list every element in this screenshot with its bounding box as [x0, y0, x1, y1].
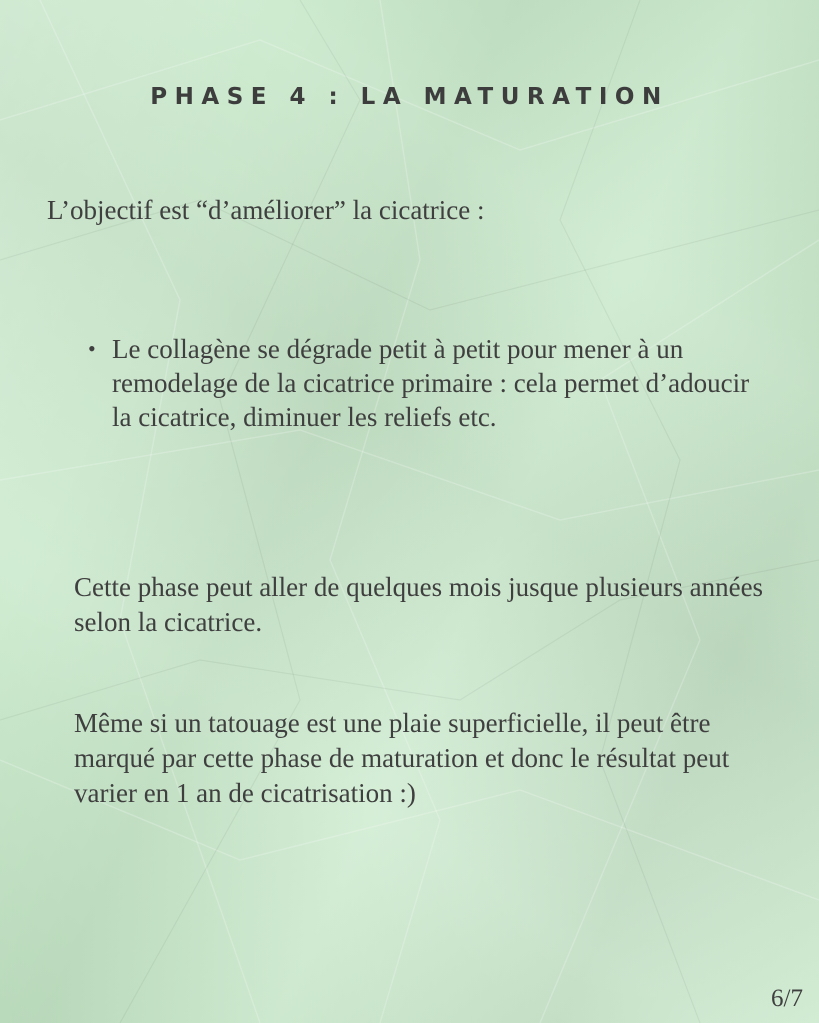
page-number: 6/7 [771, 985, 803, 1012]
list-item-text: Le collagène se dégrade petit à petit pour mener à un remodelage de la cicatrice primaire : cela permet d’adoucir la cicatrice, diminuer les reliefs etc. [112, 334, 750, 432]
page-title: PHASE 4 : LA MATURATION [150, 84, 669, 110]
list-item [88, 332, 762, 434]
paragraph-duration: Cette phase peut aller de quelques mois jusque plusieurs années selon la cicatrice. [74, 572, 764, 637]
paragraph-tattoo: Même si un tatouage est une plaie superficielle, il peut être marqué par cette phase de maturation et donc le résultat peut varier en 1 an de cicatrisation :) [74, 708, 730, 808]
bullet-dot-icon: • [88, 336, 96, 361]
intro-text: L’objectif est “d’améliorer” la cicatrice : [47, 195, 485, 225]
bullet-list [88, 332, 762, 434]
